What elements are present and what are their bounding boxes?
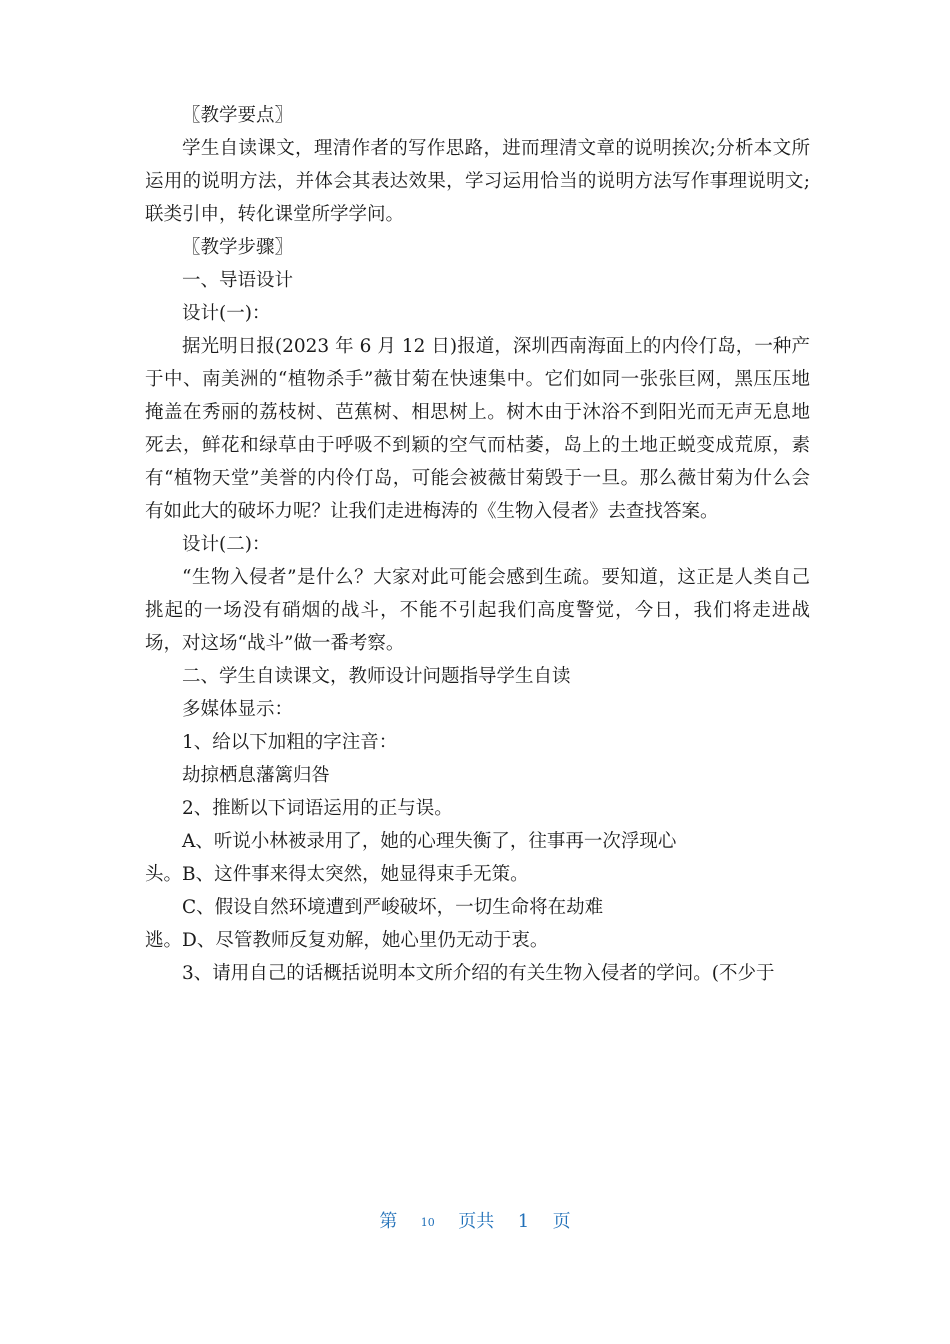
question-two-option-c: C、假设自然环境遭到严峻破坏，一切生命将在劫难 <box>182 897 604 918</box>
page-footer <box>0 1209 950 1236</box>
question-two-option-b: 头。B、这件事来得太突然，她显得束手无策。 <box>145 864 529 885</box>
footer-ye-gong: 页共 <box>458 1211 495 1232</box>
design-one-label: 设计(一)： <box>182 303 271 324</box>
design-two-label: 设计(二)： <box>182 534 271 555</box>
question-two: 2、推断以下词语运用的正与误。 <box>182 798 453 819</box>
footer-total-pages: 1 <box>517 1211 530 1232</box>
paragraph-design-one: 据光明日报(2023 年 6 月 12 日)报道，深圳西南海面上的内伶仃岛，一种产于中、南美洲的“植物杀手”薇甘菊在快速集中。它们如同一张张巨网，黑压压地掩盖在秀丽的荔枝树、芭蕉树、相思树上。树木由于沐浴不到阳光而无声无息地死去，鲜花和绿草由于呼吸不到颖的空气而枯萎，岛上的土地正蜕变成荒原，素有“植物天堂”美誉的内伶仃岛，可能会被薇甘菊毁于一旦。那么薇甘菊为什么会有如此大的破坏力呢？让我们走进梅涛的《生物入侵者》去查找答案。 <box>145 336 810 522</box>
question-one-words: 劫掠栖息藩篱归咎 <box>182 765 331 786</box>
multimedia-label: 多媒体显示： <box>182 699 294 720</box>
question-two-option-d: 逃。D、尽管教师反复劝解，她心里仍无动于衷。 <box>145 930 549 951</box>
heading-teaching-steps: 〖教学步骤〗 <box>182 237 294 258</box>
heading-teaching-points: 〖教学要点〗 <box>182 105 294 126</box>
question-one: 1、给以下加粗的字注音： <box>182 732 398 753</box>
question-two-option-a: A、听说小林被录用了，她的心理失衡了，往事再一次浮现心 <box>182 831 677 852</box>
section-intro-design: 一、导语设计 <box>182 270 294 291</box>
paragraph-design-two: “生物入侵者”是什么？大家对此可能会感到生疏。要知道，这正是人类自己挑起的一场没有硝烟的战斗，不能不引起我们高度警觉，今日，我们将走进战场，对这场“战斗”做一番考察。 <box>145 567 810 654</box>
section-self-reading: 二、学生自读课文，教师设计问题指导学生自读 <box>182 666 571 687</box>
footer-di: 第 <box>379 1211 398 1232</box>
footer-page-number: 10 <box>420 1216 435 1229</box>
paragraph-teaching-points: 学生自读课文，理清作者的写作思路，进而理清文章的说明挨次;分析本文所运用的说明方法，并体会其表达效果，学习运用恰当的说明方法写作事理说明文;联类引申，转化课堂所学学问。 <box>145 138 810 225</box>
footer-ye: 页 <box>552 1211 571 1232</box>
question-three: 3、请用自己的话概括说明本文所介绍的有关生物入侵者的学问。(不少于 <box>182 963 775 984</box>
document-body <box>145 99 810 990</box>
